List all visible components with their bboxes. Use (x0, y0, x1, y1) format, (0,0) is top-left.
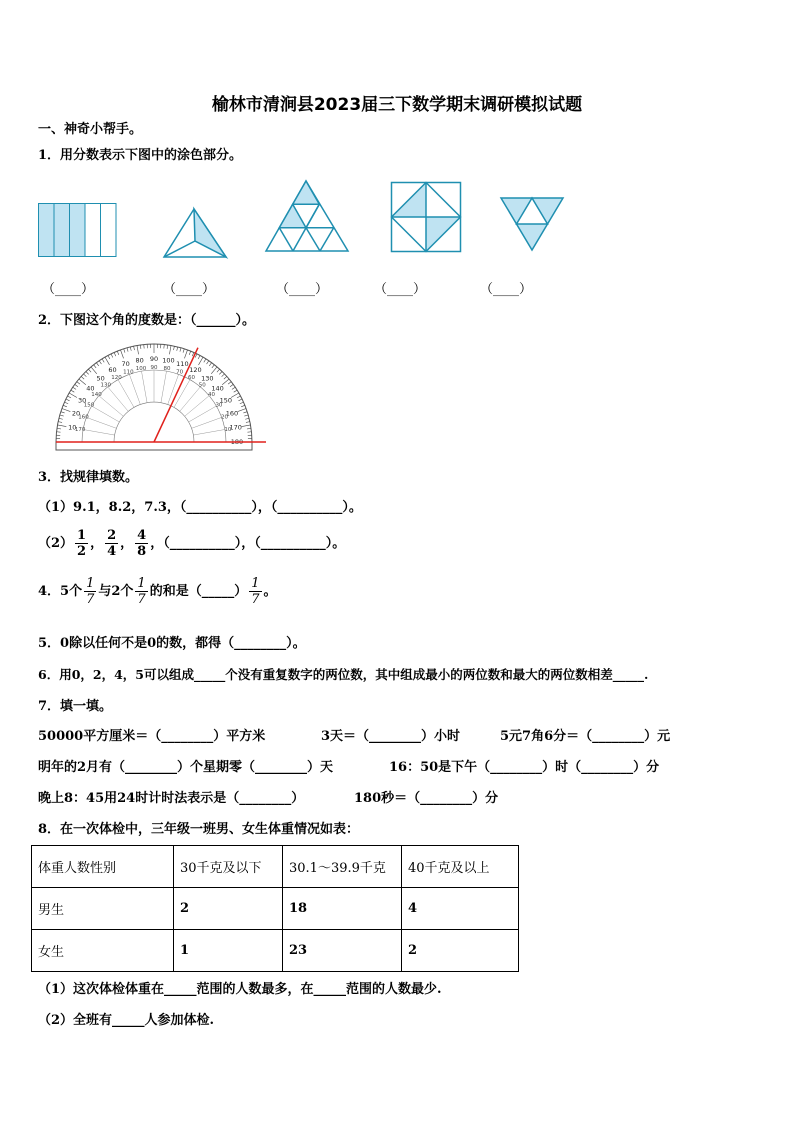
protractor-tick-label: 20 (71, 409, 81, 418)
protractor-inner-tick-label: 90 (150, 365, 158, 371)
protractor-inner-tick-label: 110 (123, 369, 134, 376)
figure-triangle-thirds (163, 208, 227, 258)
table-header-cell: 30.1～39.9千克 (283, 846, 402, 888)
protractor-tick-label: 90 (149, 355, 159, 363)
fraction-numerator: 1 (77, 528, 87, 543)
figure-square-diamond (391, 182, 461, 252)
page-title: 榆林市清涧县2023届三下数学期末调研模拟试题 (211, 95, 583, 115)
answer-blank-4[interactable]: （____） (374, 282, 427, 297)
protractor-inner-tick-label: 160 (78, 414, 89, 421)
protractor-inner-tick-label: 40 (207, 391, 215, 398)
question-3-part-1: （1）9.1，8.2，7.3，（__________），（__________）。 (38, 500, 362, 515)
table-cell: 女生 (32, 930, 174, 972)
q7-item-area: 50000平方厘米＝（________）平方米 (38, 729, 266, 744)
fraction-2 (105, 528, 118, 559)
q7-item-24h: 晚上8：45用24时计时法表示是（________） (38, 791, 305, 806)
figure-inverted-triangle (500, 197, 564, 251)
question-1: 1．用分数表示下图中的涂色部分。 (38, 148, 243, 163)
fraction-denominator: 4 (107, 544, 117, 559)
question-8-part-1: （1）这次体检体重在_____范围的人数最多，在_____范围的人数最少. (38, 982, 442, 997)
protractor-tick-label: 40 (86, 384, 95, 393)
protractor-inner-tick-label: 130 (100, 382, 112, 389)
protractor-inner-tick-label: 10 (224, 426, 232, 433)
table-cell: 23 (283, 930, 402, 972)
answer-blank-1[interactable]: （____） (42, 282, 95, 297)
protractor-inner-tick-label: 20 (220, 414, 228, 421)
table-header-cell: 体重人数性别 (32, 846, 174, 888)
table-header-row (32, 846, 519, 888)
protractor-tick-label: 110 (176, 360, 189, 369)
protractor-tick-label: 180 (230, 438, 244, 446)
fraction-denominator: 2 (77, 544, 87, 559)
protractor-tick-label: 60 (108, 366, 117, 375)
question-3: 3．找规律填数。 (38, 470, 139, 485)
fraction-b (135, 576, 147, 607)
protractor-tick-label: 120 (189, 366, 202, 375)
fraction-denominator: 7 (86, 592, 95, 607)
q7-item-february: 明年的2月有（________）个星期零（________）天 (38, 760, 334, 775)
q7-item-seconds: 180秒＝（________）分 (354, 791, 499, 806)
table-cell: 男生 (32, 888, 174, 930)
fraction-numerator: 1 (251, 576, 260, 591)
q4-text-b: 与2个 (98, 584, 134, 599)
question-8-part-2: （2）全班有_____人参加体检. (38, 1013, 215, 1028)
answer-blank-3[interactable]: （____） (276, 282, 329, 297)
protractor-tick-label: 50 (96, 374, 105, 383)
answer-blank-5[interactable]: （____） (480, 282, 533, 297)
table-cell: 4 (402, 888, 519, 930)
question-3-part-2: （2） $\frac{1}{2}$ ， $\frac{2}{4}$ ， $\frac{4}{8}$ ，（__________），（__________）。 (38, 528, 346, 559)
protractor-tick-label: 170 (229, 423, 242, 432)
protractor-tick-label: 130 (201, 374, 214, 383)
question-8: 8．在一次体检中，三年级一班男、女生体重情况如表： (38, 822, 360, 837)
protractor-inner-tick-label: 140 (91, 391, 102, 398)
protractor-tick-label: 30 (77, 396, 87, 405)
table-cell: 2 (402, 930, 519, 972)
protractor-inner-tick-label: 170 (74, 426, 86, 433)
protractor-inner-tick-label: 100 (135, 366, 147, 373)
table-header-cell: 40千克及以上 (402, 846, 519, 888)
protractor-inner-tick-label: 50 (198, 382, 206, 389)
protractor-figure (52, 340, 270, 452)
q7-item-time: 16：50是下午（________）时（________）分 (389, 760, 660, 775)
protractor-tick-label: 160 (225, 409, 239, 418)
answer-blank-2[interactable]: （____） (163, 282, 216, 297)
fraction-denominator: 7 (137, 592, 146, 607)
question-2: 2．下图这个角的度数是：（______）。 (38, 313, 256, 328)
protractor-inner-tick-label: 70 (176, 369, 184, 376)
protractor-tick-label: 100 (162, 356, 175, 365)
question-6: 6．用0，2，4，5可以组成_____个没有重复数字的两位数，其中组成最小的两位数和最大的两位数相差_____. (38, 667, 649, 682)
fraction-a (84, 576, 96, 607)
table-cell: 1 (174, 930, 283, 972)
table-header-cell: 30千克及以下 (174, 846, 283, 888)
fraction-denominator: 7 (251, 592, 260, 607)
q4-text-c: 的和是（_____） (149, 584, 248, 599)
fraction-1 (75, 528, 88, 559)
question-4 (38, 576, 277, 608)
protractor-tick-label: 150 (219, 396, 233, 405)
q7-item-money: 5元7角6分＝（________）元 (500, 729, 671, 744)
protractor-inner-tick-label: 80 (163, 366, 171, 373)
figure-triangle-grid (265, 180, 349, 252)
protractor-tick-label: 80 (135, 356, 144, 365)
protractor-inner-tick-label: 60 (188, 375, 195, 382)
q7-item-days: 3天＝（________）小时 (321, 729, 461, 744)
table-row (32, 888, 519, 930)
q4-text-a: 4．5个 (38, 584, 83, 599)
question-5: 5．0除以任何不是0的数，都得（________）。 (38, 636, 306, 651)
weight-table (31, 845, 519, 972)
fraction-numerator: 1 (86, 576, 95, 591)
table-cell: 2 (174, 888, 283, 930)
fraction-numerator: 2 (107, 528, 117, 543)
fraction-numerator: 4 (137, 528, 147, 543)
q4-text-d: 。 (263, 584, 277, 599)
table-row (32, 930, 519, 972)
figure-rectangle-strips (38, 203, 118, 257)
protractor-inner-tick-label: 30 (215, 402, 223, 409)
protractor-tick-label: 70 (121, 360, 130, 369)
fraction-c (249, 576, 261, 607)
protractor-tick-label: 10 (68, 423, 77, 432)
question-7: 7．填一填。 (38, 699, 113, 714)
part-label: （2） (38, 536, 74, 551)
fraction-3 (135, 528, 148, 559)
section-heading: 一、神奇小帮手。 (38, 122, 143, 137)
protractor-inner-tick-label: 120 (111, 375, 122, 382)
protractor-tick-label: 140 (211, 384, 224, 393)
table-cell: 18 (283, 888, 402, 930)
fraction-numerator: 1 (137, 576, 146, 591)
part-tail: ，（__________），（__________）。 (150, 536, 346, 551)
fraction-denominator: 8 (137, 544, 147, 559)
protractor-inner-tick-label: 150 (83, 402, 95, 409)
